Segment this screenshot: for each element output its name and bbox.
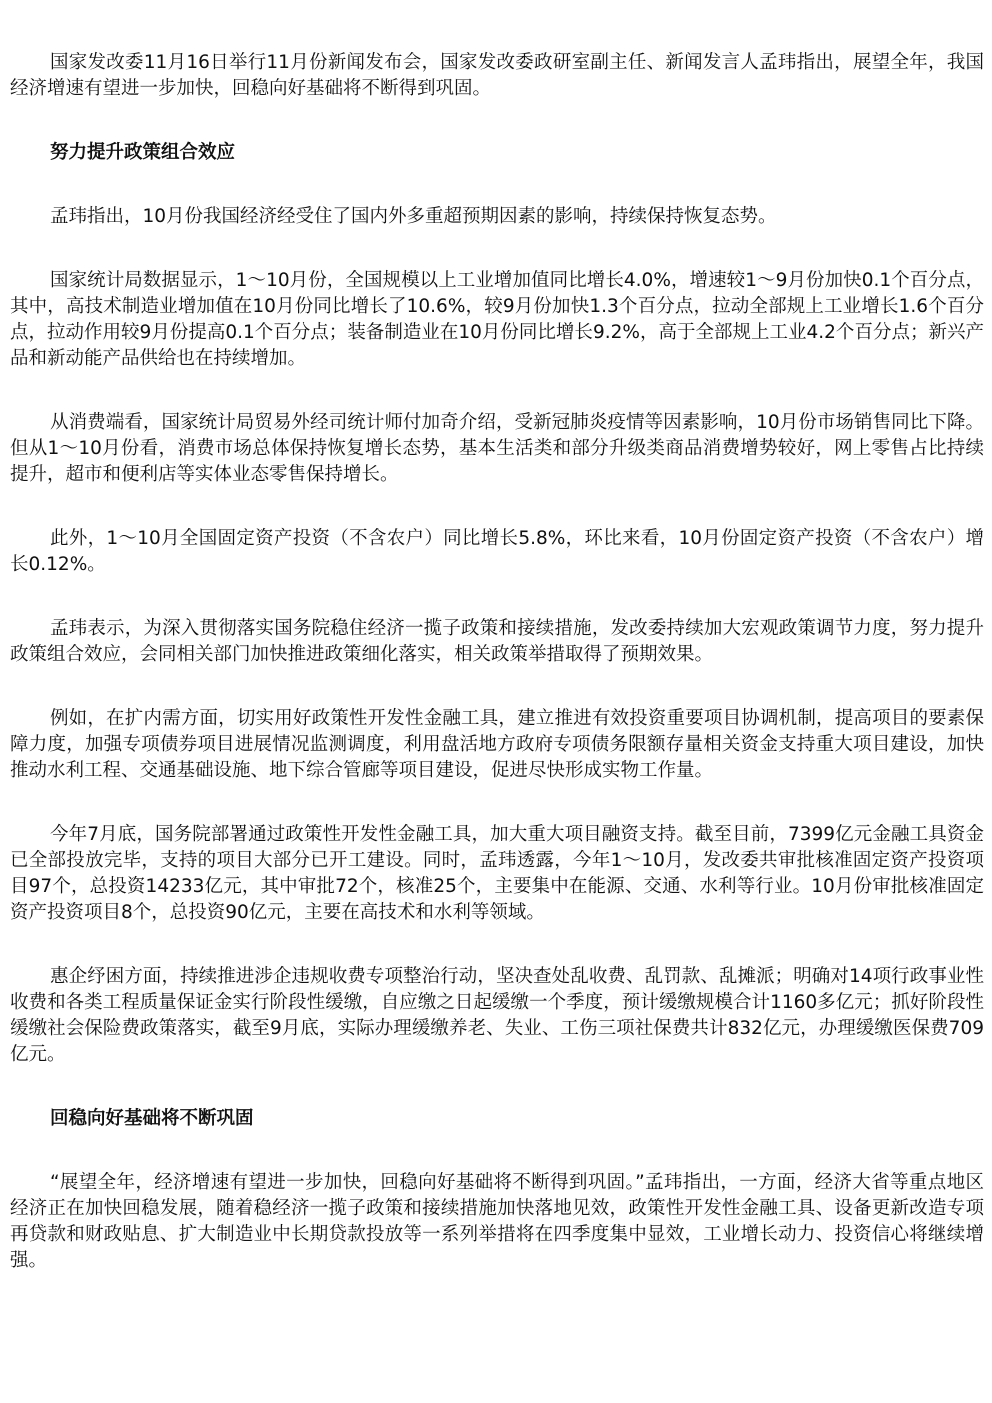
paragraph-financial-tools: 今年7月底，国务院部署通过政策性开发性金融工具，加大重大项目融资支持。截至目前，7399亿元金融工具资金已全部投放完毕，支持的项目大部分已开工建设。同时，孟玮透露，今年1～10月，发改委共审批核准固定资产投资项目97个，总投资14233亿元，其中审批72个，核准25个，主要集中在能源、交通、水利等行业。10月份审批核准固定资产投资项目8个，总投资90亿元，主要在高技术和水利等领域。 [10,824,984,923]
paragraph-industry-stats: 国家统计局数据显示，1～10月份，全国规模以上工业增加值同比增长4.0%，增速较1～9月份加快0.1个百分点，其中，高技术制造业增加值在10月份同比增长了10.6%，较9月份加快1.3个百分点，拉动全部规上工业增长1.6个百分点，拉动作用较9月份提高0.1个百分点；装备制造业在10月份同比增长9.2%，高于全部规上工业4.2个百分点；新兴产品和新动能产品供给也在持续增加。 [10,270,984,369]
paragraph-outlook: “展望全年，经济增速有望进一步加快，回稳向好基础将不断得到巩固。”孟玮指出，一方面，经济大省等重点地区经济正在加快回稳发展，随着稳经济一揽子政策和接续措施加快落地见效，政策性开发性金融工具、设备更新改造专项再贷款和财政贴息、扩大制造业中长期贷款投放等一系列举措将在四季度集中显效，工业增长动力、投资信心将继续增强。 [10,1172,984,1271]
section-heading-policy-effect: 努力提升政策组合效应 [50,142,236,163]
article-body [10,50,984,1312]
section-heading-stabilization: 回稳向好基础将不断巩固 [50,1108,254,1129]
paragraph-recovery: 孟玮指出，10月份我国经济经受住了国内外多重超预期因素的影响，持续保持恢复态势。 [50,206,777,227]
paragraph-domestic-demand: 例如，在扩内需方面，切实用好政策性开发性金融工具，建立推进有效投资重要项目协调机制，提高项目的要素保障力度，加强专项债券项目进展情况监测调度，利用盘活地方政府专项债务限额存量相关资金支持重大项目建设，加快推动水利工程、交通基础设施、地下综合管廊等项目建设，促进尽快形成实物工作量。 [10,708,984,781]
paragraph-macro-policy: 孟玮表示，为深入贯彻落实国务院稳住经济一揽子政策和接续措施，发改委持续加大宏观政策调节力度，努力提升政策组合效应，会同相关部门加快推进政策细化落实，相关政策举措取得了预期效果。 [10,618,984,665]
paragraph-intro: 国家发改委11月16日举行11月份新闻发布会，国家发改委政研室副主任、新闻发言人孟玮指出，展望全年，我国经济增速有望进一步加快，回稳向好基础将不断得到巩固。 [10,52,984,99]
paragraph-fixed-investment: 此外，1～10月全国固定资产投资（不含农户）同比增长5.8%，环比来看，10月份固定资产投资（不含农户）增长0.12%。 [10,528,984,575]
paragraph-enterprise-relief: 惠企纾困方面，持续推进涉企违规收费专项整治行动，坚决查处乱收费、乱罚款、乱摊派；明确对14项行政事业性收费和各类工程质量保证金实行阶段性缓缴，自应缴之日起缓缴一个季度，预计缓缴规模合计1160多亿元；抓好阶段性缓缴社会保险费政策落实，截至9月底，实际办理缓缴养老、失业、工伤三项社保费共计832亿元，办理缓缴医保费709亿元。 [10,966,984,1065]
paragraph-consumption: 从消费端看，国家统计局贸易外经司统计师付加奇介绍，受新冠肺炎疫情等因素影响，10月份市场销售同比下降。但从1～10月份看，消费市场总体保持恢复增长态势，基本生活类和部分升级类商品消费增势较好，网上零售占比持续提升，超市和便利店等实体业态零售保持增长。 [10,412,984,485]
